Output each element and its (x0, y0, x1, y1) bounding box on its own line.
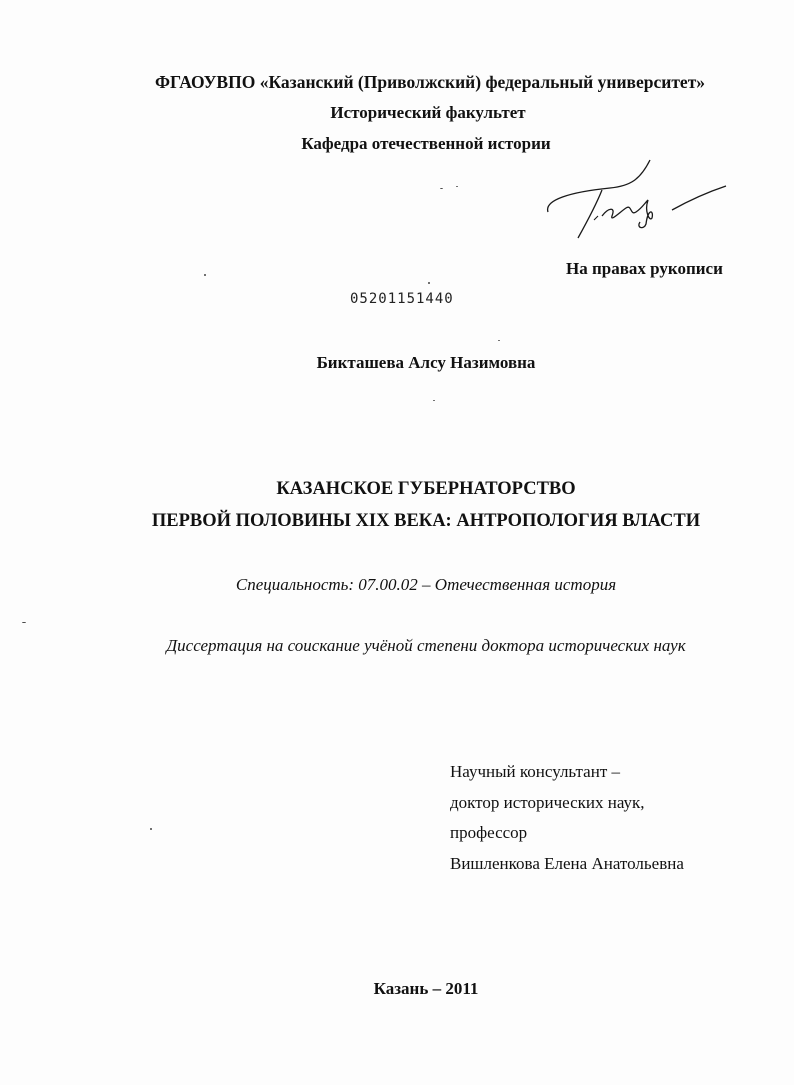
scan-speck (150, 828, 152, 830)
consultant-name: Вишленкова Елена Анатольевна (450, 854, 684, 873)
scan-speck (204, 274, 206, 276)
consultant-title: профессор (450, 823, 528, 842)
faculty-name: Исторический факультет (330, 103, 526, 122)
specialty-line: Специальность: 07.00.02 – Отечественная история (235, 575, 617, 594)
dissertation-note: Диссертация на соискание учёной степени доктора исторических наук (166, 636, 686, 655)
title-line-1: КАЗАНСКОЕ ГУБЕРНАТОРСТВО (276, 479, 576, 499)
scan-speck (498, 340, 500, 341)
registration-number: 05201151440 (350, 291, 454, 307)
department-name: Кафедра отечественной истории (301, 134, 551, 153)
university-name: ФГАОУВПО «Казанский (Приволжский) федеральный университет» (154, 72, 706, 92)
title-line-2: ПЕРВОЙ ПОЛОВИНЫ XIX ВЕКА: АНТРОПОЛОГИЯ ВЛАСТИ (151, 511, 701, 531)
scan-speck (433, 400, 435, 401)
scan-speck (428, 282, 430, 284)
scan-speck (440, 188, 443, 189)
handwritten-signature (540, 150, 730, 245)
author-name: Бикташева Алсу Назимовна (316, 353, 536, 372)
consultant-degree: доктор исторических наук, (450, 793, 645, 812)
consultant-role: Научный консультант – (450, 762, 620, 781)
city-year: Казань – 2011 (373, 979, 479, 998)
rights-note: На правах рукописи (566, 259, 723, 278)
scan-speck (456, 186, 458, 187)
scan-speck (22, 622, 26, 623)
